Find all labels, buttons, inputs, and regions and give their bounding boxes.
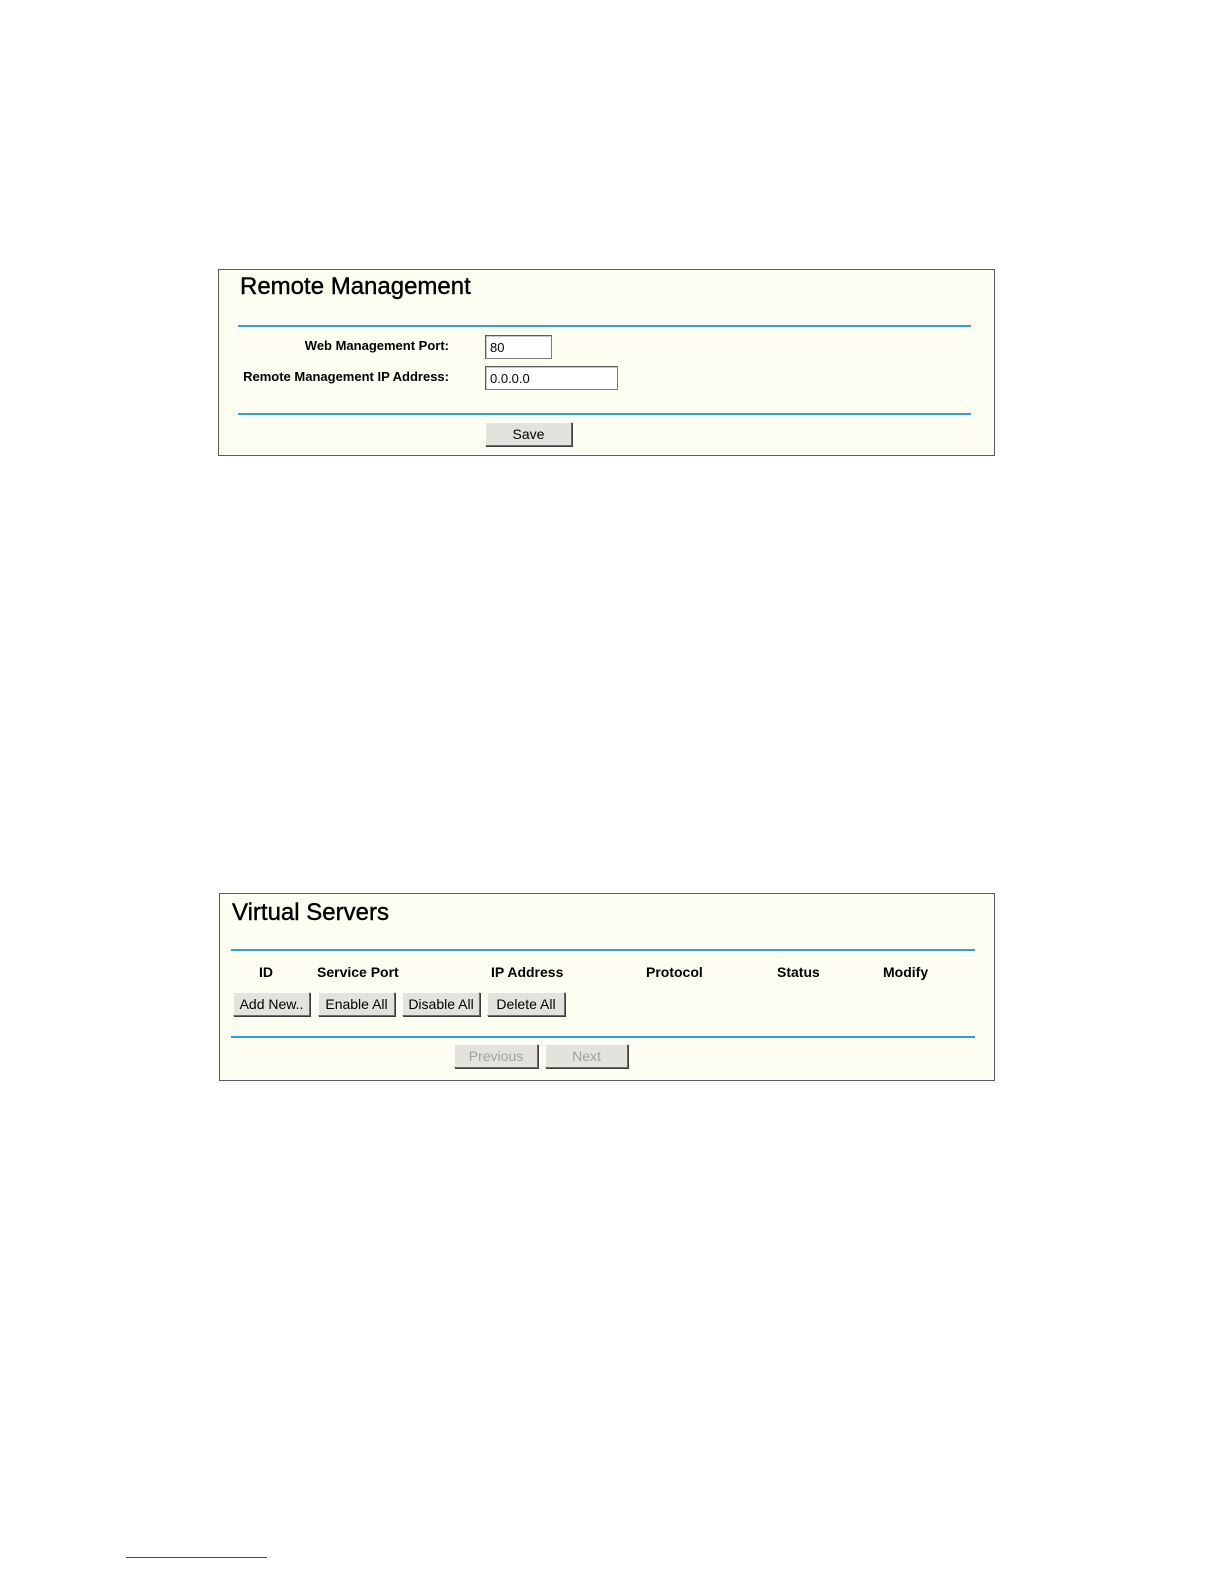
- previous-button[interactable]: Previous: [454, 1044, 538, 1068]
- column-header-ip-address: IP Address: [491, 964, 564, 980]
- column-header-service-port: Service Port: [317, 964, 399, 980]
- top-divider: [231, 949, 975, 951]
- remote-management-panel: [218, 269, 995, 456]
- remote-ip-input[interactable]: [485, 366, 618, 390]
- disable-all-button[interactable]: Disable All: [402, 992, 480, 1016]
- web-port-input[interactable]: [485, 335, 552, 359]
- bottom-divider: [238, 413, 971, 415]
- save-button[interactable]: Save: [485, 422, 572, 446]
- virtual-servers-title: Virtual Servers: [232, 899, 389, 926]
- top-divider: [238, 325, 971, 327]
- web-port-label: Web Management Port:: [304, 338, 449, 353]
- column-header-id: ID: [259, 964, 273, 980]
- column-header-modify: Modify: [883, 964, 929, 980]
- column-header-status: Status: [777, 964, 820, 980]
- footnote-separator: [126, 1557, 267, 1558]
- column-header-protocol: Protocol: [646, 964, 703, 980]
- virtual-servers-panel: [219, 893, 995, 1081]
- delete-all-button[interactable]: Delete All: [487, 992, 565, 1016]
- add-new-button[interactable]: Add New..: [233, 992, 310, 1016]
- enable-all-button[interactable]: Enable All: [318, 992, 395, 1016]
- remote-management-title: Remote Management: [240, 273, 471, 300]
- remote-ip-label: Remote Management IP Address:: [243, 369, 449, 384]
- bottom-divider: [231, 1036, 975, 1038]
- next-button[interactable]: Next: [545, 1044, 628, 1068]
